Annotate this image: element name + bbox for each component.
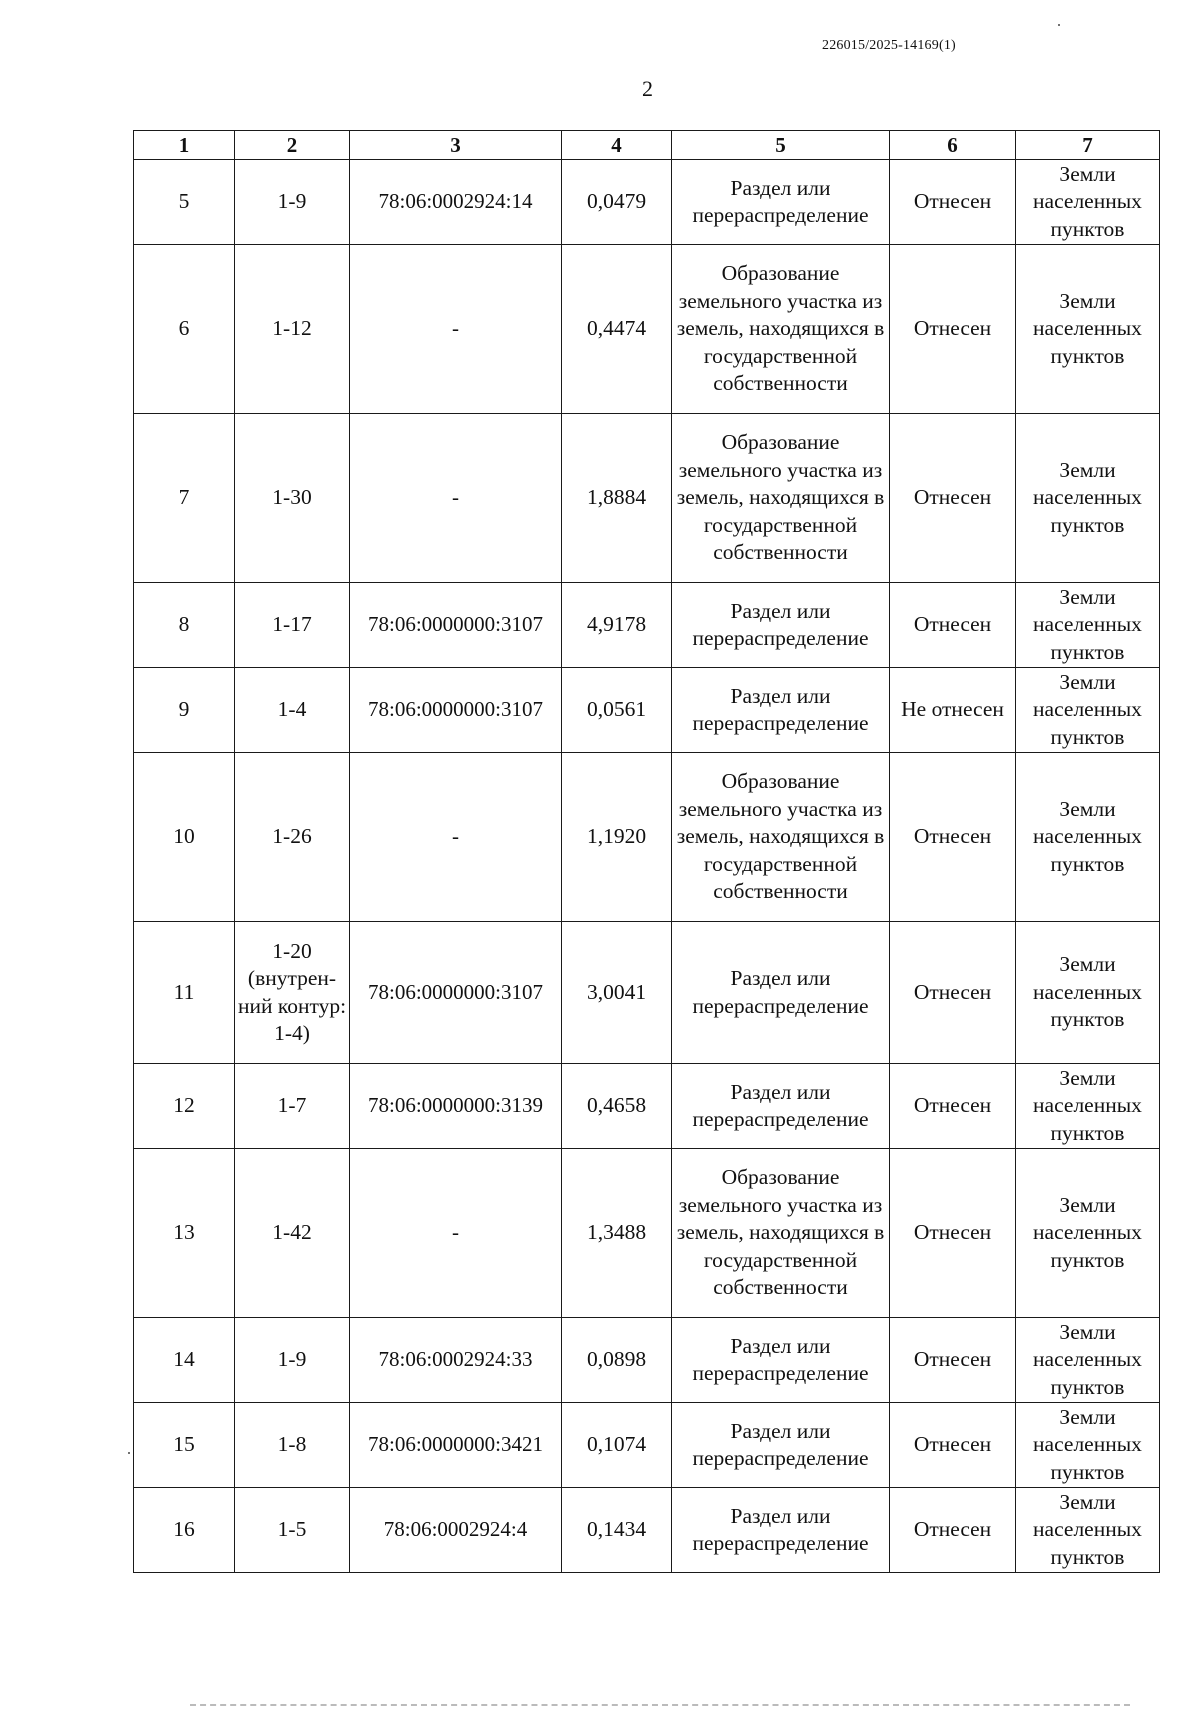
table-row <box>134 414 1160 583</box>
area-cell: 0,1074 <box>562 1403 672 1488</box>
contour-cell: 1-20 (внутрен-ний контур: 1-4) <box>235 922 350 1064</box>
land-category-cell: Земли населенных пунктов <box>1016 1488 1160 1573</box>
land-category-cell: Земли населенных пунктов <box>1016 583 1160 668</box>
status-cell: Не отнесен <box>890 668 1016 753</box>
contour-cell: 1-26 <box>235 753 350 922</box>
land-category-cell: Земли населенных пунктов <box>1016 160 1160 245</box>
formation-method-cell: Раздел или перераспределение <box>672 1403 890 1488</box>
row-number-cell: 10 <box>134 753 235 922</box>
contour-cell: 1-17 <box>235 583 350 668</box>
cadastral-number-cell: 78:06:0000000:3107 <box>350 668 562 753</box>
area-cell: 0,1434 <box>562 1488 672 1573</box>
contour-cell: 1-5 <box>235 1488 350 1573</box>
row-number-cell: 14 <box>134 1318 235 1403</box>
area-cell: 0,0898 <box>562 1318 672 1403</box>
table-row <box>134 160 1160 245</box>
contour-cell: 1-30 <box>235 414 350 583</box>
row-number-cell: 7 <box>134 414 235 583</box>
status-cell: Отнесен <box>890 1318 1016 1403</box>
table-row <box>134 1318 1160 1403</box>
cadastral-number-cell: - <box>350 1149 562 1318</box>
table-row <box>134 922 1160 1064</box>
status-cell: Отнесен <box>890 922 1016 1064</box>
cadastral-number-cell: 78:06:0002924:33 <box>350 1318 562 1403</box>
land-category-cell: Земли населенных пунктов <box>1016 753 1160 922</box>
land-category-cell: Земли населенных пунктов <box>1016 1403 1160 1488</box>
row-number-cell: 11 <box>134 922 235 1064</box>
cadastral-number-cell: 78:06:0000000:3421 <box>350 1403 562 1488</box>
formation-method-cell: Образование земельного участка из земель, находящихся в государственной собственности <box>672 1149 890 1318</box>
status-cell: Отнесен <box>890 583 1016 668</box>
land-category-cell: Земли населенных пунктов <box>1016 1064 1160 1149</box>
formation-method-cell: Раздел или перераспределение <box>672 1064 890 1149</box>
formation-method-cell: Раздел или перераспределение <box>672 1488 890 1573</box>
scan-bottom-edge <box>190 1704 1130 1706</box>
row-number-cell: 9 <box>134 668 235 753</box>
cadastral-number-cell: 78:06:0000000:3107 <box>350 922 562 1064</box>
table-row <box>134 668 1160 753</box>
row-number-cell: 5 <box>134 160 235 245</box>
column-header: 3 <box>350 131 562 160</box>
contour-cell: 1-9 <box>235 160 350 245</box>
status-cell: Отнесен <box>890 1064 1016 1149</box>
column-header: 1 <box>134 131 235 160</box>
formation-method-cell: Раздел или перераспределение <box>672 922 890 1064</box>
land-category-cell: Земли населенных пунктов <box>1016 414 1160 583</box>
land-category-cell: Земли населенных пунктов <box>1016 245 1160 414</box>
area-cell: 1,3488 <box>562 1149 672 1318</box>
contour-cell: 1-12 <box>235 245 350 414</box>
row-number-cell: 16 <box>134 1488 235 1573</box>
contour-cell: 1-7 <box>235 1064 350 1149</box>
cadastral-number-cell: - <box>350 245 562 414</box>
formation-method-cell: Раздел или перераспределение <box>672 668 890 753</box>
table-row <box>134 1488 1160 1573</box>
table-row <box>134 1149 1160 1318</box>
land-category-cell: Земли населенных пунктов <box>1016 922 1160 1064</box>
land-category-cell: Земли населенных пунктов <box>1016 668 1160 753</box>
table-row <box>134 1403 1160 1488</box>
formation-method-cell: Образование земельного участка из земель, находящихся в государственной собственности <box>672 753 890 922</box>
status-cell: Отнесен <box>890 160 1016 245</box>
formation-method-cell: Образование земельного участка из земель, находящихся в государственной собственности <box>672 414 890 583</box>
status-cell: Отнесен <box>890 414 1016 583</box>
formation-method-cell: Раздел или перераспределение <box>672 160 890 245</box>
cadastral-number-cell: 78:06:0002924:14 <box>350 160 562 245</box>
land-plots-table <box>133 130 1160 1573</box>
area-cell: 1,8884 <box>562 414 672 583</box>
cadastral-number-cell: - <box>350 414 562 583</box>
column-header: 2 <box>235 131 350 160</box>
column-header: 4 <box>562 131 672 160</box>
status-cell: Отнесен <box>890 1403 1016 1488</box>
area-cell: 3,0041 <box>562 922 672 1064</box>
status-cell: Отнесен <box>890 753 1016 922</box>
column-header: 7 <box>1016 131 1160 160</box>
cadastral-number-cell: 78:06:0002924:4 <box>350 1488 562 1573</box>
document-number: 226015/2025-14169(1) <box>822 38 956 53</box>
formation-method-cell: Раздел или перераспределение <box>672 1318 890 1403</box>
row-number-cell: 13 <box>134 1149 235 1318</box>
table-row <box>134 583 1160 668</box>
cadastral-number-cell: - <box>350 753 562 922</box>
area-cell: 0,4658 <box>562 1064 672 1149</box>
status-cell: Отнесен <box>890 245 1016 414</box>
status-cell: Отнесен <box>890 1488 1016 1573</box>
contour-cell: 1-42 <box>235 1149 350 1318</box>
area-cell: 0,0561 <box>562 668 672 753</box>
row-number-cell: 12 <box>134 1064 235 1149</box>
contour-cell: 1-4 <box>235 668 350 753</box>
table-row <box>134 245 1160 414</box>
table-row <box>134 753 1160 922</box>
land-category-cell: Земли населенных пунктов <box>1016 1318 1160 1403</box>
land-category-cell: Земли населенных пунктов <box>1016 1149 1160 1318</box>
column-header: 5 <box>672 131 890 160</box>
area-cell: 0,0479 <box>562 160 672 245</box>
formation-method-cell: Раздел или перераспределение <box>672 583 890 668</box>
cadastral-number-cell: 78:06:0000000:3107 <box>350 583 562 668</box>
header-row <box>134 131 1160 160</box>
scan-speck <box>1058 24 1060 26</box>
scan-speck <box>128 1452 130 1454</box>
area-cell: 4,9178 <box>562 583 672 668</box>
status-cell: Отнесен <box>890 1149 1016 1318</box>
row-number-cell: 15 <box>134 1403 235 1488</box>
table-row <box>134 1064 1160 1149</box>
cadastral-number-cell: 78:06:0000000:3139 <box>350 1064 562 1149</box>
column-header: 6 <box>890 131 1016 160</box>
contour-cell: 1-8 <box>235 1403 350 1488</box>
contour-cell: 1-9 <box>235 1318 350 1403</box>
formation-method-cell: Образование земельного участка из земель, находящихся в государственной собственности <box>672 245 890 414</box>
row-number-cell: 6 <box>134 245 235 414</box>
area-cell: 1,1920 <box>562 753 672 922</box>
page-number: 2 <box>642 76 653 101</box>
area-cell: 0,4474 <box>562 245 672 414</box>
row-number-cell: 8 <box>134 583 235 668</box>
